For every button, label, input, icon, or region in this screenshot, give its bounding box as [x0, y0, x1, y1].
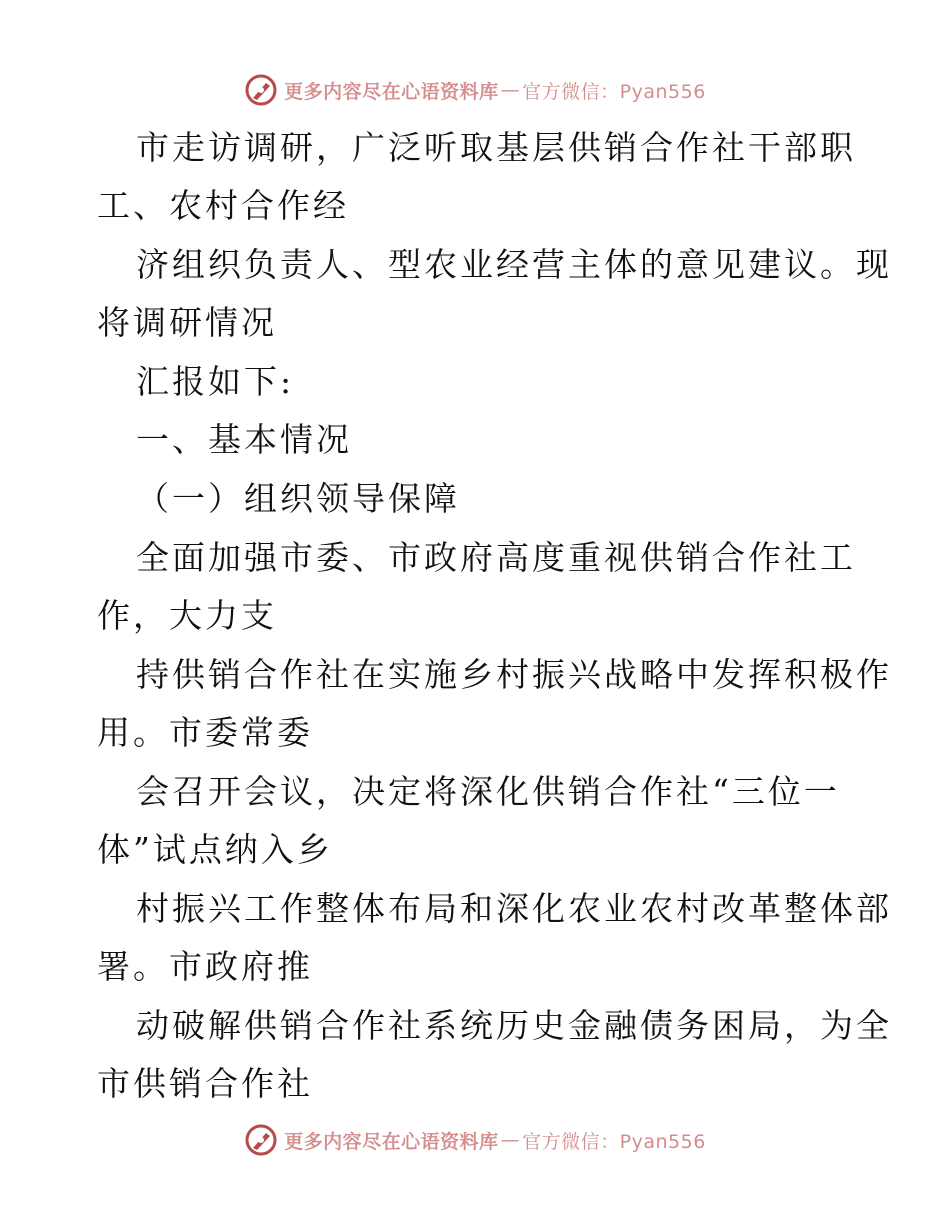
watermark-brand-text: 更多内容尽在心语资料库 — [284, 80, 499, 103]
watermark-dash: — — [500, 1129, 521, 1151]
paragraph-line: 济组织负责人、型农业经营主体的意见建议。现 — [136, 245, 892, 284]
paragraph-line: 动破解供销合作社系统历史金融债务困局，为全 — [136, 1006, 892, 1045]
paragraph-line: 工、农村合作经 — [97, 186, 349, 225]
watermark-brand-text: 更多内容尽在心语资料库 — [284, 1130, 499, 1153]
footer-watermark — [0, 1120, 950, 1160]
subsection-heading: （一）组织领导保障 — [136, 479, 460, 518]
paragraph-line: 持供销合作社在实施乡村振兴战略中发挥积极作 — [136, 655, 892, 694]
watermark-contact-text: 官方微信：Pyan556 — [522, 80, 706, 103]
watermark-contact-text: 官方微信：Pyan556 — [522, 1130, 706, 1153]
paragraph-line: 用。市委常委 — [97, 713, 313, 752]
header-watermark — [0, 70, 950, 110]
paragraph-line: 村振兴工作整体布局和深化农业农村改革整体部 — [136, 889, 892, 928]
section-heading: 一、基本情况 — [136, 420, 352, 459]
paragraph-line: 会召开会议，决定将深化供销合作社“三位一 — [136, 772, 840, 811]
paragraph-line: 作，大力支 — [97, 596, 277, 635]
pen-circle-icon — [244, 1123, 278, 1157]
paragraph-line: 将调研情况 — [97, 303, 277, 342]
paragraph-line: 汇报如下: — [136, 362, 295, 401]
paragraph-line: 体”试点纳入乡 — [97, 830, 333, 869]
watermark-dash: — — [500, 79, 521, 101]
pen-circle-icon — [244, 73, 278, 107]
paragraph-line: 全面加强市委、市政府高度重视供销合作社工 — [136, 538, 856, 577]
paragraph-line: 署。市政府推 — [97, 947, 313, 986]
paragraph-line: 市供销合作社 — [97, 1064, 313, 1103]
paragraph-line: 市走访调研，广泛听取基层供销合作社干部职 — [136, 128, 856, 167]
